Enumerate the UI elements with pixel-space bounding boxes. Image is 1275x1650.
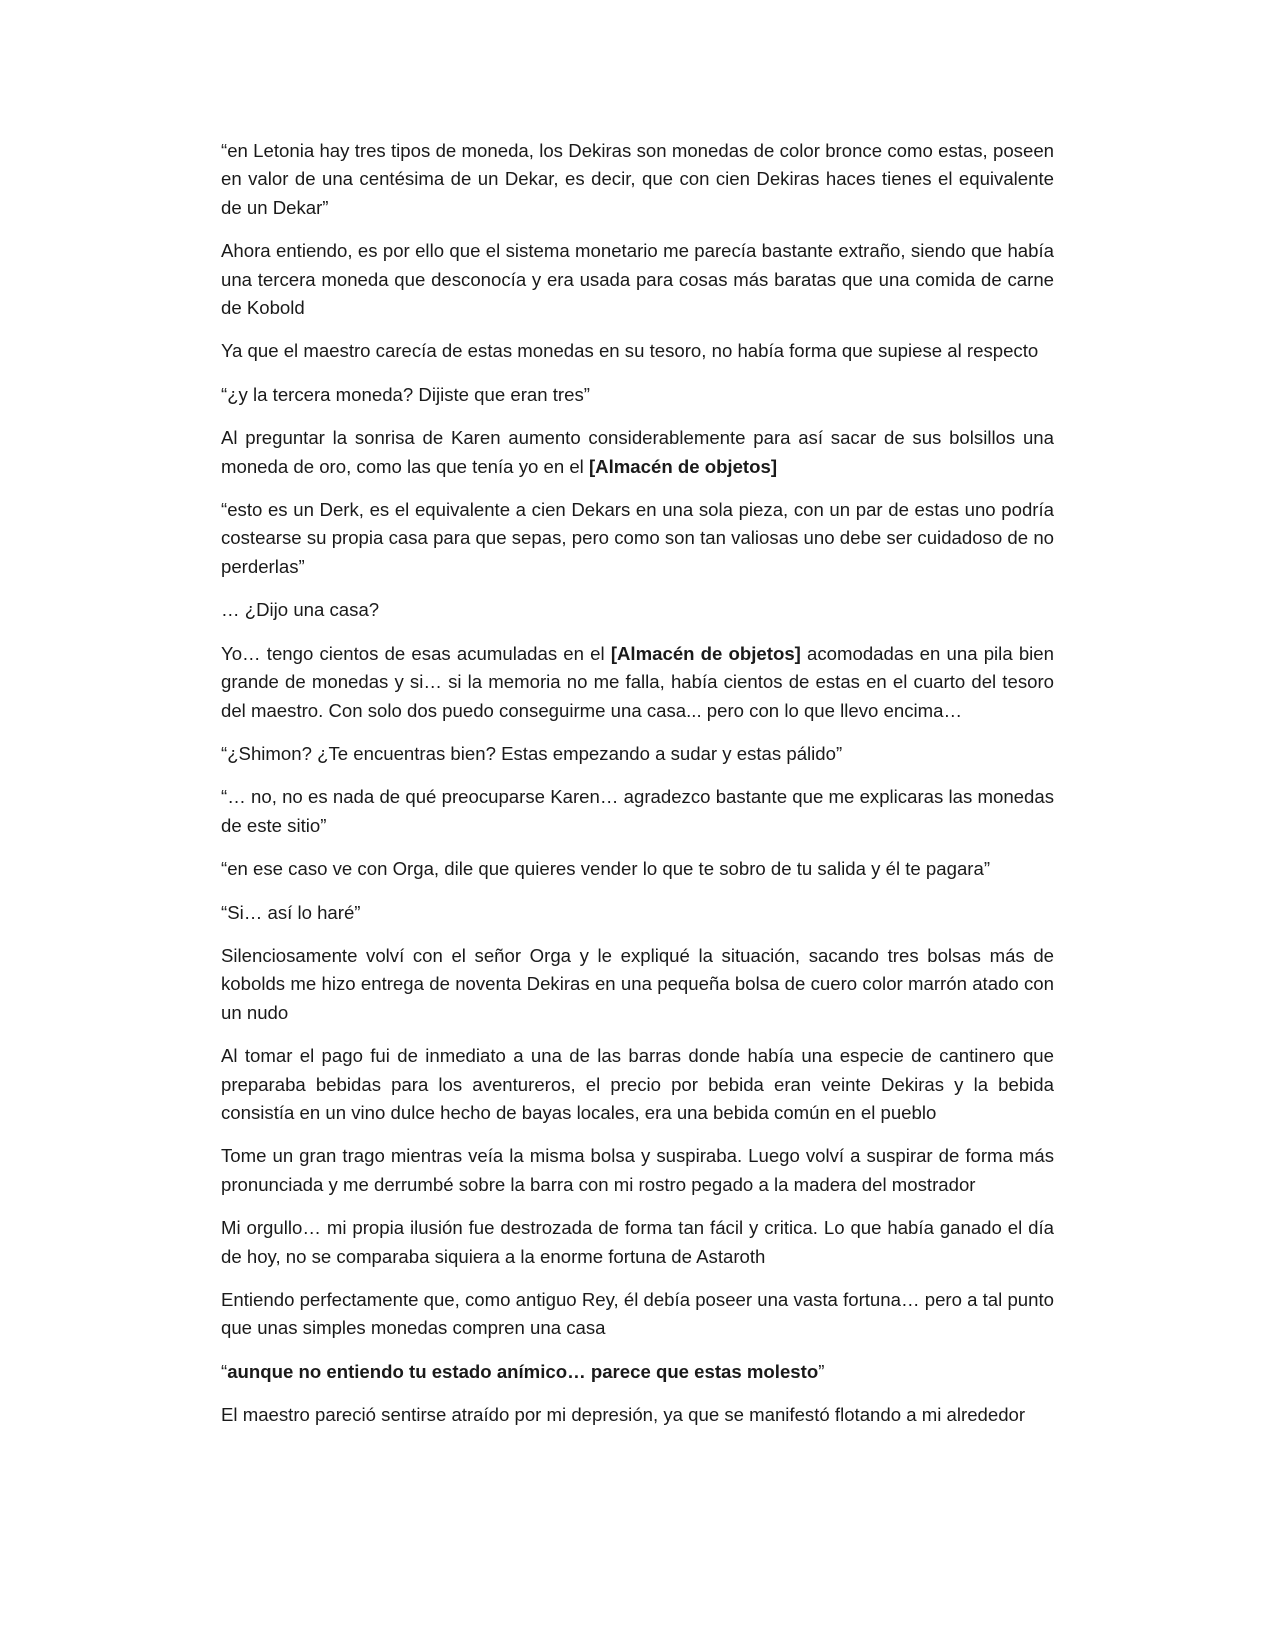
- paragraph: Al tomar el pago fui de inmediato a una de las barras donde había una especie de cantinero que preparaba bebidas para los aventureros, el precio por bebida eran veinte Dekiras y la bebida consistía en un vino dulce hecho de bayas locales, era una bebida común en el pueblo: [221, 1045, 1054, 1123]
- paragraph: Ya que el maestro carecía de estas monedas en su tesoro, no había forma que supiese al respecto: [221, 340, 1039, 362]
- paragraph: “¿y la tercera moneda? Dijiste que eran tres”: [221, 383, 590, 405]
- paragraph: “¿Shimon? ¿Te encuentras bien? Estas empezando a sudar y estas pálido”: [221, 742, 843, 764]
- paragraph: “… no, no es nada de qué preocuparse Karen… agradezco bastante que me explicaras las monedas de este sitio”: [221, 786, 1054, 836]
- paragraph: Mi orgullo… mi propia ilusión fue destrozada de forma tan fácil y critica. Lo que había ganado el día de hoy, no se comparaba siquiera a la enorme fortuna de Astaroth: [221, 1217, 1054, 1267]
- paragraph: Ahora entiendo, es por ello que el sistema monetario me parecía bastante extraño, siendo que había una tercera moneda que desconocía y era usada para cosas más baratas que una comida de carne de Kobold: [221, 240, 1054, 319]
- paragraph: “esto es un Derk, es el equivalente a cien Dekars en una sola pieza, con un par de estas uno podría costearse su propia casa para que sepas, pero como son tan valiosas uno debe ser cuidadoso de no perderlas”: [221, 499, 1054, 577]
- paragraph: … ¿Dijo una casa?: [221, 599, 380, 621]
- paragraph: El maestro pareció sentirse atraído por mi depresión, ya que se manifestó flotando a mi alrededor: [221, 1404, 1026, 1426]
- document-body: [221, 137, 1054, 1445]
- bold-dialogue: aunque no entiendo tu estado anímico… parece que estas molesto: [227, 1360, 819, 1382]
- paragraph-text: Al preguntar la sonrisa de Karen aumento considerablemente para así sacar de sus bolsillos una moneda de oro, como las que tenía yo en el: [221, 427, 1054, 477]
- paragraph: “en ese caso ve con Orga, dile que quieres vender lo que te sobro de tu salida y él te pagara”: [221, 858, 991, 880]
- paragraph: Silenciosamente volví con el señor Orga y le expliqué la situación, sacando tres bolsas más de kobolds me hizo entrega de noventa Dekiras en una pequeña bolsa de cuero color marrón atado con un nudo: [221, 944, 1054, 1023]
- paragraph-text: ”: [818, 1360, 825, 1382]
- paragraph: [221, 424, 1054, 481]
- bold-term: [Almacén de objetos]: [610, 642, 801, 664]
- paragraph: Tome un gran trago mientras veía la misma bolsa y suspiraba. Luego volví a suspirar de forma más pronunciada y me derrumbé sobre la barra con mi rostro pegado a la madera del mostrador: [221, 1145, 1054, 1195]
- paragraph-text: Yo… tengo cientos de esas acumuladas en el: [221, 642, 611, 664]
- paragraph: [221, 640, 1054, 725]
- paragraph: “Si… así lo haré”: [221, 901, 361, 923]
- paragraph: [221, 1358, 1054, 1386]
- bold-term: [Almacén de objetos]: [588, 455, 778, 477]
- paragraph: “en Letonia hay tres tipos de moneda, los Dekiras son monedas de color bronce como estas, poseen en valor de una centésima de un Dekar, es decir, que con cien Dekiras haces tienes el equivalente de un Dekar”: [221, 140, 1054, 218]
- paragraph-text: “: [221, 1360, 228, 1382]
- paragraph: Entiendo perfectamente que, como antiguo Rey, él debía poseer una vasta fortuna… pero a tal punto que unas simples monedas compren una casa: [221, 1289, 1054, 1339]
- paragraph-text: acomodadas en una pila bien grande de monedas y si… si la memoria no me falla, había cientos de estas en el cuarto del tesoro del maestro. Con solo dos puedo conseguirme una casa... pero con lo que llevo encima…: [221, 642, 1054, 721]
